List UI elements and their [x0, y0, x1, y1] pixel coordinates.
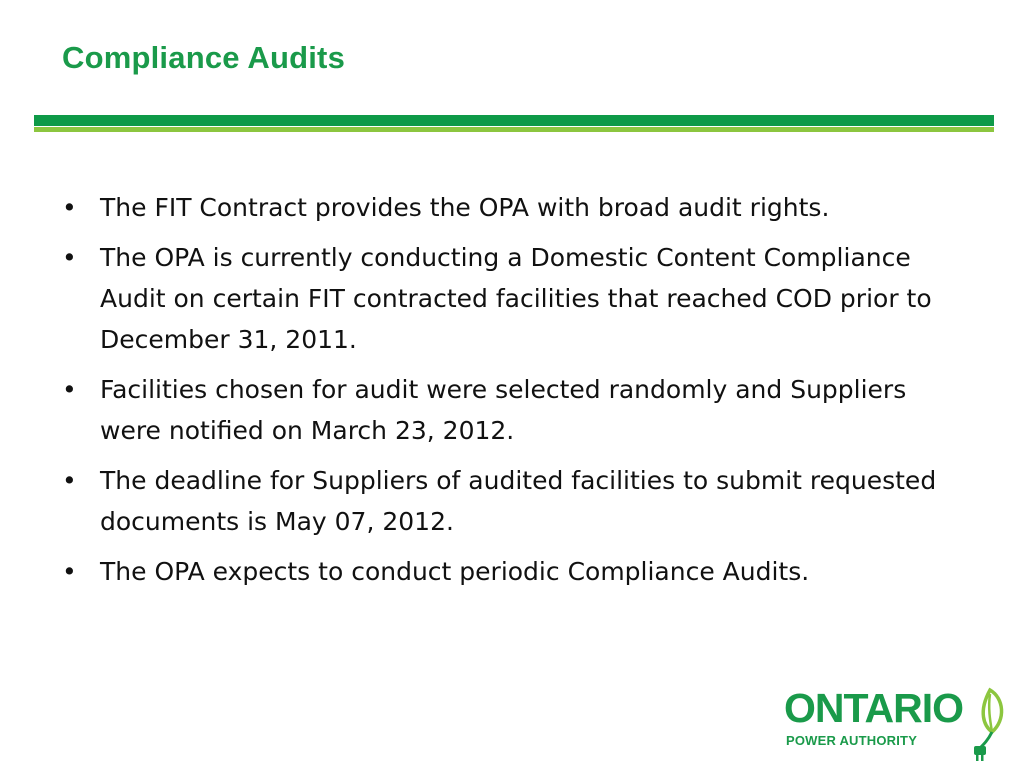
bullet-dot-icon: •: [62, 375, 77, 404]
bullet-text: The OPA expects to conduct periodic Compliance Audits.: [100, 557, 810, 586]
bullet-dot-icon: •: [62, 466, 77, 495]
bullet-item: [62, 460, 942, 542]
bullet-dot-icon: •: [62, 193, 77, 222]
bullet-text: The OPA is currently conducting a Domestic Content Compliance Audit on certain FIT contracted facilities that reached COD prior to December 31, 2011.: [100, 243, 932, 354]
bullet-text: The FIT Contract provides the OPA with broad audit rights.: [100, 193, 830, 222]
bullet-text: The deadline for Suppliers of audited facilities to submit requested documents is May 07, 2012.: [100, 466, 937, 536]
bullet-item: [62, 237, 942, 360]
ontario-power-authority-logo: [784, 686, 1014, 764]
leaf-plug-icon: [970, 686, 1010, 764]
title-divider-dark: [34, 115, 994, 126]
page-title: Compliance Audits: [62, 40, 346, 75]
logo-wordmark: ONTARIO: [784, 685, 964, 731]
title-divider-light: [34, 127, 994, 132]
bullet-text: Facilities chosen for audit were selected randomly and Suppliers were notified on March 23, 2012.: [100, 375, 907, 445]
bullet-item: [62, 551, 942, 592]
bullet-item: [62, 369, 942, 451]
bullet-item: [62, 187, 942, 228]
bullet-dot-icon: •: [62, 243, 77, 272]
bullet-list: [62, 187, 942, 601]
bullet-dot-icon: •: [62, 557, 77, 586]
logo-subtitle: POWER AUTHORITY: [786, 733, 918, 748]
